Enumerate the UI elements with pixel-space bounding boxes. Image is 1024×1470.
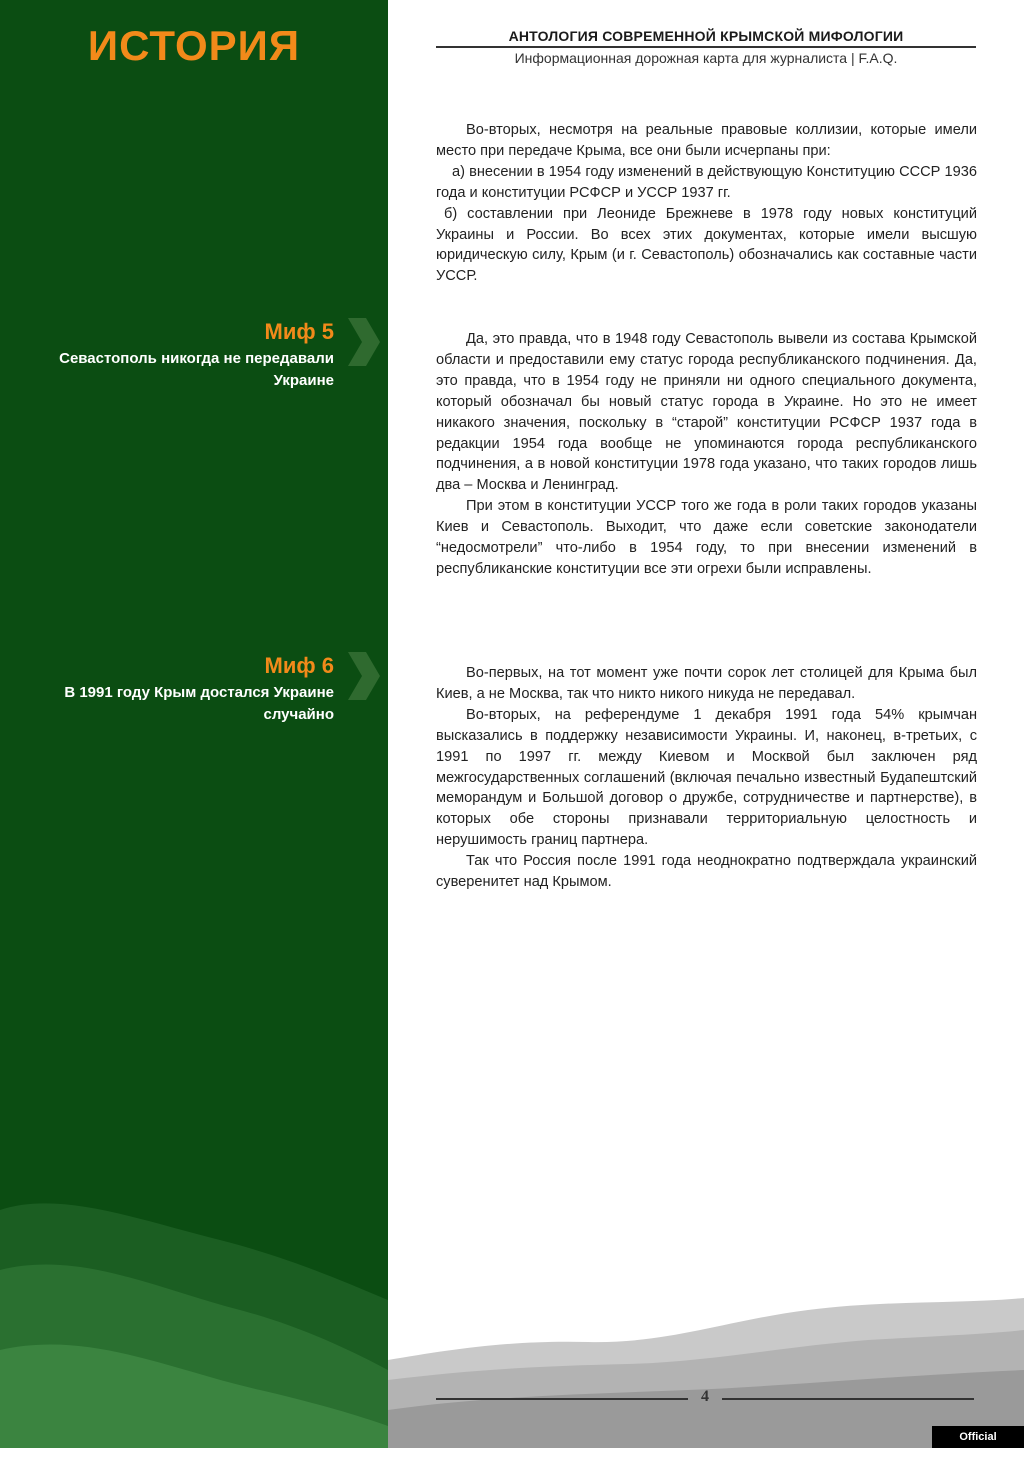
myth-6-subtitle: В 1991 году Крым достался Украине случайно <box>64 684 334 723</box>
myth-6-heading <box>14 652 334 726</box>
myth-5-subtitle: Севастополь никогда не передавали Украине <box>59 350 334 389</box>
intro-paragraph: Во-вторых, несмотря на реальные правовые коллизии, которые имели место при передаче Крыма, все они были исчерпаны при: <box>436 122 977 159</box>
myth-5-paragraph: Да, это правда, что в 1948 году Севастополь вывели из состава Крымской области и предоставили ему статус города республиканского подчинения. Да, это правда, что в 1954 году не приняли ни одного специального документа, который обозначал бы новый статус города в Украине. Но это не имеет никакого значения, поскольку в “старой” конституции РСФСР 1937 года в редакции 1954 года вообще не упоминаются города республиканского подчинения, а в новой конституции 1978 года указано, что таких городов лишь два – Москва и Ленинград. <box>436 331 977 494</box>
footer-line-left <box>436 1398 688 1400</box>
official-publication-badge: Official publication <box>932 1426 1024 1448</box>
myth-6-paragraph: Во-вторых, на референдуме 1 декабря 1991 года 54% крымчан высказались в поддержку независимости Украины. И, наконец, в-третьих, с 1991 по 1997 гг. между Киевом и Москвой был заключен ряд межгосударственных соглашений (включая печально известный Будапештский меморандум и Большой договор о дружбе, сотрудничестве и партнерстве), в которых обе стороны признавали территориальную целостность и нерушимость границ партнера. <box>436 706 977 849</box>
page-number: 4 <box>701 1388 709 1405</box>
myth-6-text-block <box>436 663 977 893</box>
intro-text-block <box>436 120 977 287</box>
intro-paragraph: б) составлении при Леониде Брежневе в 1978 году новых конституций Украины и России. Во всех этих документах, которые имели высшую юридическую силу, Крым (и г. Севастополь) обозначались как составные части УССР. <box>436 205 977 285</box>
myth-5-title: Миф 5 <box>264 319 334 344</box>
header-subtitle: Информационная дорожная карта для журналиста | F.A.Q. <box>514 50 898 66</box>
myth-5-arrow-icon <box>346 316 382 368</box>
myth-5-paragraph: При этом в конституции УССР того же года в роли таких городов указаны Киев и Севастополь. Выходит, что даже если советские законодатели “недосмотрели” что-либо в 1954 году, то при внесении изменений в республиканские конституции все эти огрехи были исправлены. <box>436 498 977 577</box>
myth-6-title: Миф 6 <box>264 653 334 678</box>
bottom-landscape-image <box>388 1290 1024 1448</box>
footer-line-right <box>722 1398 974 1400</box>
header-title: АНТОЛОГИЯ СОВРЕМЕННОЙ КРЫМСКОЙ МИФОЛОГИИ <box>436 28 976 48</box>
myth-5-heading <box>14 318 334 392</box>
myth-6-paragraph: Во-первых, на тот момент уже почти сорок лет столицей для Крыма был Киев, а не Москва, так что никто никого никуда не передавал. <box>436 665 977 702</box>
intro-paragraph: а) внесении в 1954 году изменений в действующую Конституцию СССР 1936 года и конституции РСФСР и УССР 1937 гг. <box>436 163 977 201</box>
myth-6-arrow-icon <box>346 650 382 702</box>
sidebar-hills-image <box>0 1180 388 1448</box>
section-title: ИСТОРИЯ <box>87 22 301 69</box>
document-header <box>436 28 976 66</box>
myth-6-paragraph: Так что Россия после 1991 года неоднократно подтверждала украинский суверенитет над Крымом. <box>436 853 977 891</box>
sidebar <box>0 0 388 1448</box>
myth-5-text-block <box>436 329 977 580</box>
